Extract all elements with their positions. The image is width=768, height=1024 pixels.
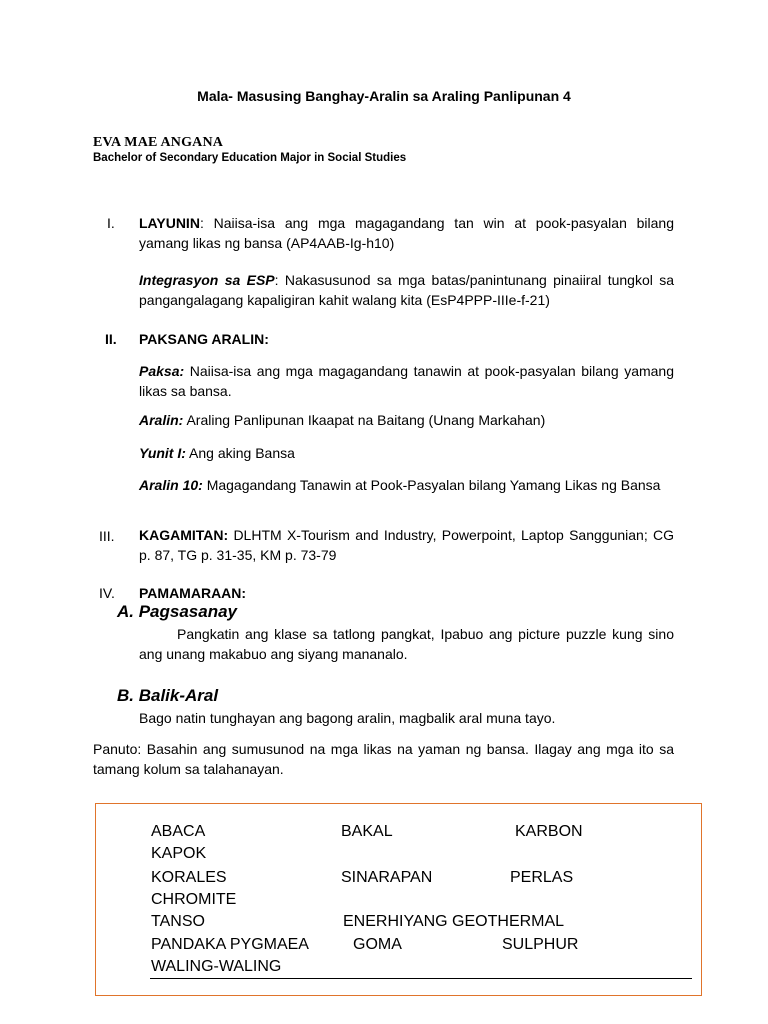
word-item: SULPHUR <box>502 936 579 953</box>
yunit-paragraph <box>139 443 674 463</box>
layunin-text: : Naiisa-isa ang mga magagandang tan win at pook-pasyalan bilang yamang likas ng bansa (AP4AAB-Ig-h10) <box>139 215 674 251</box>
document-title: Mala- Masusing Banghay-Aralin sa Araling Panlipunan 4 <box>197 88 571 104</box>
balik-aral-heading: B. Balik-Aral <box>117 686 219 705</box>
paksa-label: Paksa: <box>139 363 185 379</box>
pagsasanay-heading: A. Pagsasanay <box>117 602 238 621</box>
word-item: PERLAS <box>510 869 574 886</box>
integrasyon-paragraph <box>139 270 674 310</box>
layunin-paragraph <box>139 213 674 253</box>
answer-underline <box>150 978 692 979</box>
aralin-paragraph <box>139 410 674 430</box>
section-numeral-1: I. <box>107 215 115 231</box>
word-item: CHROMITE <box>151 891 237 908</box>
paksa-paragraph <box>139 361 674 401</box>
word-item: PANDAKA PYGMAEA <box>151 936 309 953</box>
aralin-text: Araling Panlipunan Ikaapat na Baitang (Unang Markahan) <box>183 412 546 428</box>
word-item: WALING-WALING <box>151 958 282 975</box>
balik-aral-text: Bago natin tunghayan ang bagong aralin, magbalik aral muna tayo. <box>139 710 556 726</box>
aralin10-label: Aralin 10: <box>139 477 203 493</box>
section-numeral-3: III. <box>99 528 115 544</box>
pagsasanay-text: Pangkatin ang klase sa tatlong pangkat, Ipabuo ang picture puzzle kung sino ang unang makabuo ang siyang mananalo. <box>139 626 674 662</box>
author-name: EVA MAE ANGANA <box>93 135 224 150</box>
paksang-aralin-heading: PAKSANG ARALIN: <box>139 331 269 347</box>
word-item: SINARAPAN <box>341 869 433 886</box>
kagamitan-paragraph <box>139 525 674 565</box>
yunit-text: Ang aking Bansa <box>185 445 295 461</box>
word-item: GOMA <box>353 936 402 953</box>
pamamaraan-heading: PAMAMARAAN: <box>139 585 247 601</box>
aralin10-paragraph <box>139 475 674 495</box>
integrasyon-label: Integrasyon sa ESP <box>139 272 275 288</box>
word-item: KORALES <box>151 869 227 886</box>
word-item: ENERHIYANG GEOTHERMAL <box>343 913 565 930</box>
section-numeral-4: IV. <box>99 585 115 601</box>
word-item: BAKAL <box>341 823 393 840</box>
layunin-label: LAYUNIN <box>139 215 200 231</box>
word-item: KARBON <box>515 823 583 840</box>
aralin10-text: Magagandang Tanawin at Pook-Pasyalan bilang Yamang Likas ng Bansa <box>202 477 661 493</box>
panuto-text: Panuto: Basahin ang sumusunod na mga likas na yaman ng bansa. Ilagay ang mga ito sa tamang kolum sa talahanayan. <box>93 741 674 777</box>
section-numeral-2: II. <box>105 331 117 347</box>
kagamitan-label: KAGAMITAN: <box>139 527 229 543</box>
word-item: ABACA <box>151 823 206 840</box>
yunit-label: Yunit I: <box>139 445 186 461</box>
kagamitan-text: DLHTM X-Tourism and Industry, Powerpoint, Laptop Sanggunian; CG p. 87, TG p. 31-35, KM p. 73-79 <box>139 527 674 563</box>
word-item: KAPOK <box>151 845 207 862</box>
paksa-text: Naiisa-isa ang mga magagandang tanawin at pook-pasyalan bilang yamang likas sa bansa. <box>139 363 674 399</box>
word-item: TANSO <box>151 913 205 930</box>
aralin-label: Aralin: <box>139 412 184 428</box>
integrasyon-text: : Nakasusunod sa mga batas/panintunang pinaiiral tungkol sa pangangalagang kapaligiran kahit walang kita (EsP4PPP-IIIe-f-21) <box>139 272 674 308</box>
author-degree: Bachelor of Secondary Education Major in Social Studies <box>93 152 407 164</box>
